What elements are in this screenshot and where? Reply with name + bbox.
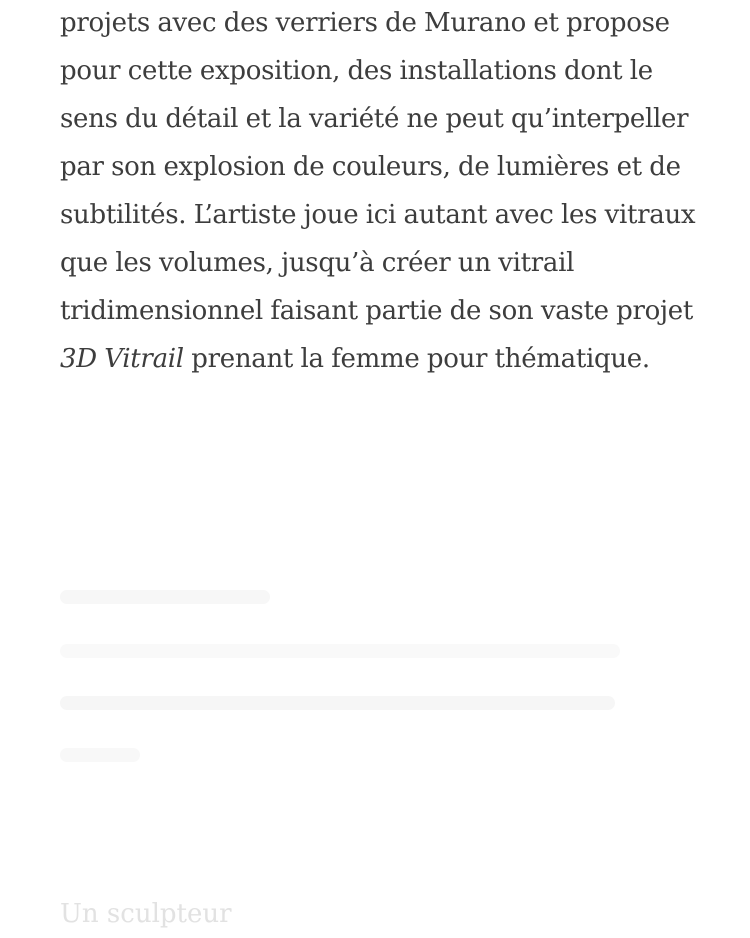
faded-text-line [60, 644, 620, 658]
article-body [60, 0, 700, 383]
faded-next-section [60, 590, 680, 929]
paragraph-text-start: projets avec des verriers de Murano et propose pour cette exposition, des installations dont le sens du détail et la variété ne peut qu’interpeller par son explosion de couleurs, de lumières et de subtilités. L’artiste joue ici autant avec les vitraux que les volumes, jusqu’à créer un vitrail tridimensionnel faisant partie de son vaste projet [60, 8, 696, 326]
faded-heading-placeholder [60, 590, 270, 604]
paragraph-text-end: prenant la femme pour thématique. [183, 344, 650, 374]
project-title-emphasis: 3D Vitrail [60, 344, 184, 374]
article-paragraph [60, 0, 700, 383]
faded-text-line [60, 696, 615, 710]
faded-text-line [60, 748, 140, 762]
faded-partial-text: Un sculpteur [60, 899, 232, 929]
